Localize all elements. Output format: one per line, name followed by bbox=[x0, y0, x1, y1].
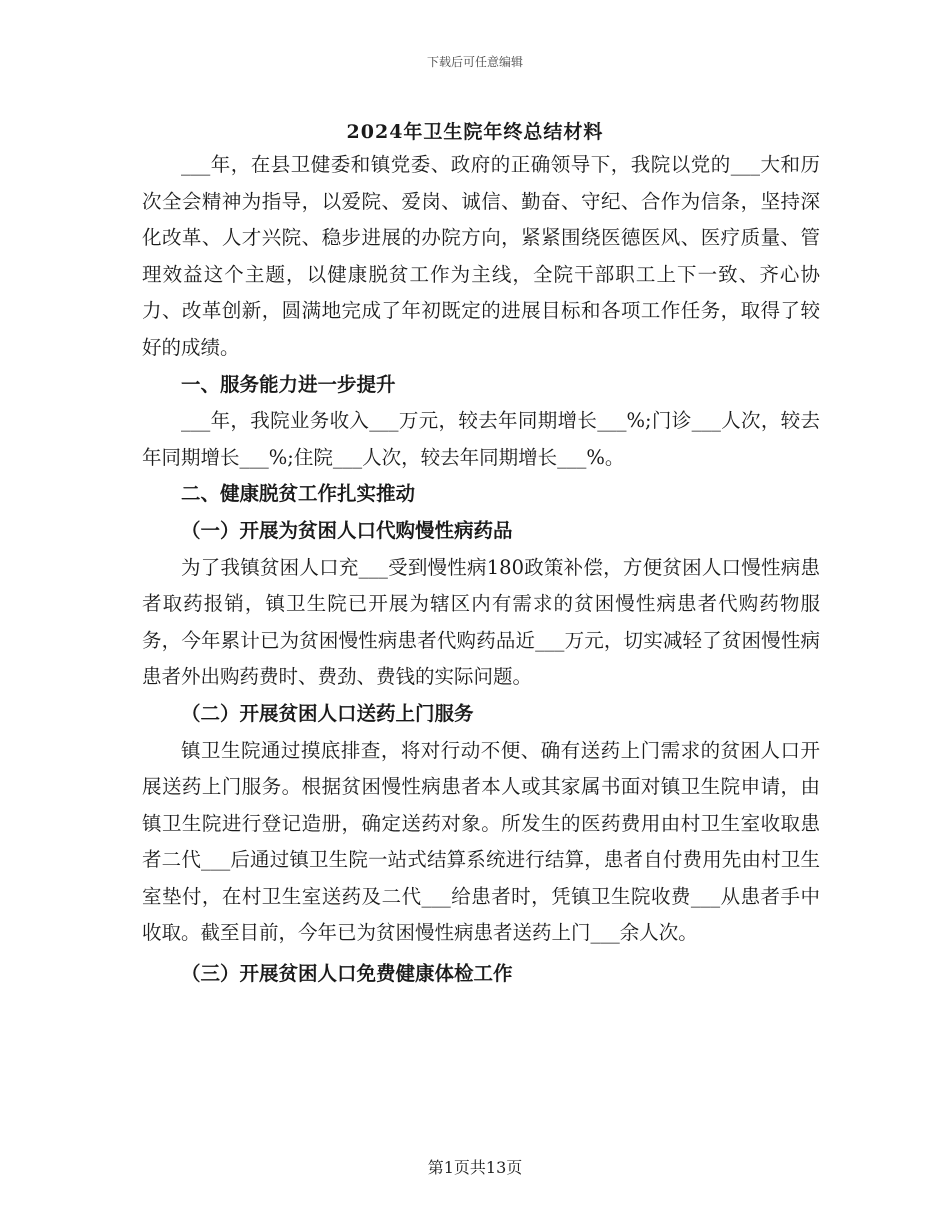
intro-paragraph: ___年，在县卫健委和镇党委、政府的正确领导下，我院以党的___大和历次全会精神为指导，以爱院、爱岗、诚信、勤奋、守纪、合作为信条，坚持深化改革、人才兴院、稳步进展的办院方向，紧紧围绕医德医风、医疗质量、管理效益这个主题，以健康脱贫工作为主线，全院干部职工上下一致、齐心协力、改革创新，圆满地完成了年初既定的进展目标和各项工作任务，取得了较好的成绩。 bbox=[142, 153, 820, 359]
header-note: 下载后可任意编辑 bbox=[426, 55, 523, 69]
subsection-3-heading: （三）开展贫困人口免费健康体检工作 bbox=[181, 962, 513, 986]
section-1-heading: 一、服务能力进一步提升 bbox=[181, 372, 396, 396]
section-1-paragraph: ___年，我院业务收入___万元，较去年同期增长___%;门诊___人次，较去年同期增长___%;住院___人次，较去年同期增长___%。 bbox=[142, 409, 820, 469]
subsection-1-paragraph: 为了我镇贫困人口充___受到慢性病180政策补偿，方便贫困人口慢性病患者取药报销，镇卫生院已开展为辖区内有需求的贫困慢性病患者代购药物服务，今年累计已为贫困慢性病患者代购药品近___万元，切实减轻了贫困慢性病患者外出购药费时、费劲、费钱的实际问题。 bbox=[142, 555, 820, 689]
document-body bbox=[142, 147, 820, 993]
page-number-footer: 第1页共13页 bbox=[427, 1158, 523, 1177]
document-title: 2024年卫生院年终总结材料 bbox=[346, 121, 604, 143]
subsection-1-heading: （一）开展为贫困人口代购慢性病药品 bbox=[181, 518, 513, 542]
subsection-2-heading: （二）开展贫困人口送药上门服务 bbox=[181, 701, 474, 725]
section-2-heading: 二、健康脱贫工作扎实推动 bbox=[181, 482, 416, 506]
subsection-2-paragraph: 镇卫生院通过摸底排查，将对行动不便、确有送药上门需求的贫困人口开展送药上门服务。根据贫困慢性病患者本人或其家属书面对镇卫生院申请，由镇卫生院进行登记造册，确定送药对象。所发生的医药费用由村卫生室收取患者二代___后通过镇卫生院一站式结算系统进行结算，患者自付费用先由村卫生室垫付，在村卫生室送药及二代___给患者时，凭镇卫生院收费___从患者手中收取。截至目前，今年已为贫困慢性病患者送药上门___余人次。 bbox=[142, 738, 820, 945]
